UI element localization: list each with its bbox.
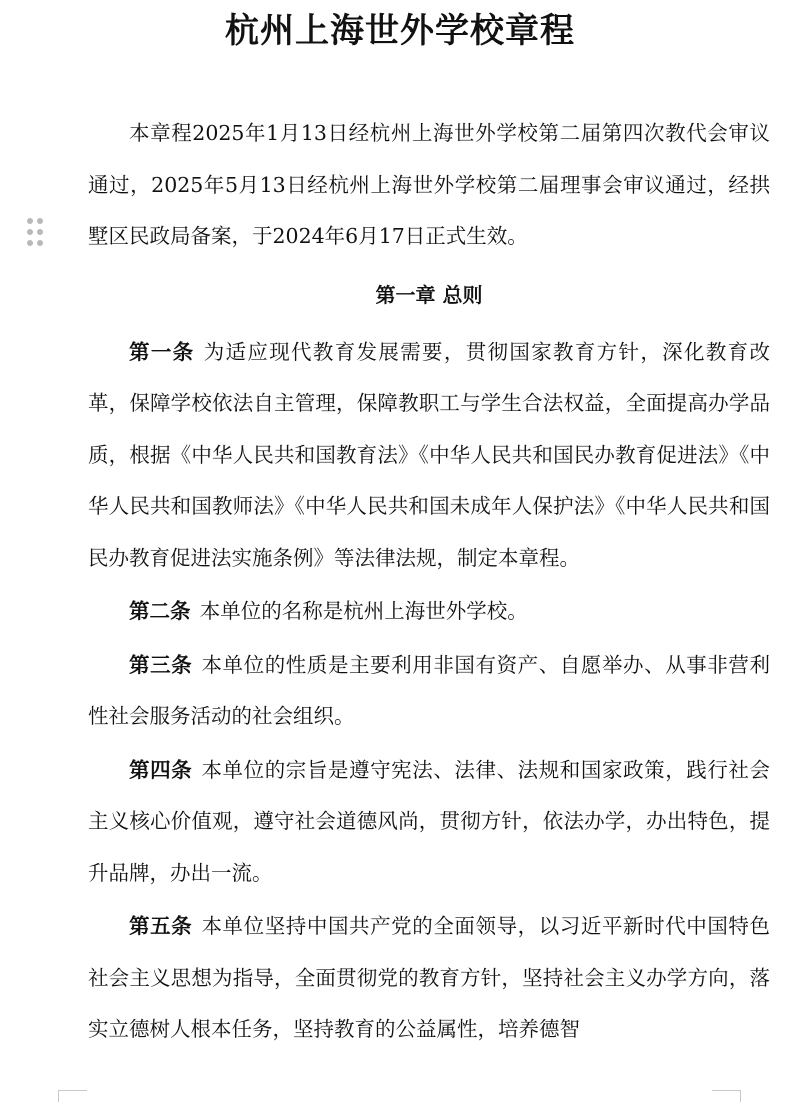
article-text: 本单位的宗旨是遵守宪法、法律、法规和国家政策，践行社会主义核心价值观，遵守社会道德风尚，贯彻方针，依法办学，办出特色，提升品牌，办出一流。	[88, 757, 771, 885]
article-paragraph	[88, 327, 770, 585]
chapter-heading: 第一章 总则	[375, 282, 483, 307]
drag-dot	[37, 240, 43, 246]
article-text: 为适应现代教育发展需要，贯彻国家教育方针，深化教育改革，保障学校依法自主管理，保障教职工与学生合法权益，全面提高办学品质，根据《中华人民共和国教育法》《中华人民共和国民办教育促进法》《中华人民共和国教师法》《中华人民共和国未成年人保护法》《中华人民共和国民办教育促进法实施条例》等法律法规，制定本章程。	[88, 339, 771, 570]
article-paragraph	[88, 586, 770, 638]
article-text: 本单位坚持中国共产党的全面领导，以习近平新时代中国特色社会主义思想为指导，全面贯彻党的教育方针，坚持社会主义办学方向，落实立德树人根本任务，坚持教育的公益属性，培养德智	[88, 914, 771, 1041]
article-label: 第四条	[129, 757, 193, 782]
drag-dot	[37, 218, 43, 224]
document-title: 杭州上海世外学校章程	[225, 11, 575, 51]
article-label: 第二条	[129, 599, 191, 623]
drag-handle-icon[interactable]	[26, 218, 46, 248]
article-paragraph	[88, 901, 770, 1056]
page-corner-mark	[712, 1090, 741, 1102]
article-text: 本单位的名称是杭州上海世外学校。	[199, 599, 528, 623]
article-label: 第一条	[129, 339, 195, 364]
document-body	[88, 108, 770, 1056]
article-label: 第三条	[129, 652, 193, 677]
drag-dot	[27, 240, 33, 246]
article-text: 本单位的性质是主要利用非国有资产、自愿举办、从事非营利性社会服务活动的社会组织。	[88, 652, 771, 728]
preamble-paragraph: 本章程2025年1月13日经杭州上海世外学校第二届第四次教代会审议通过，2025年5月13日经杭州上海世外学校第二届理事会审议通过，经拱墅区民政局备案，于2024年6月17日正式生效。	[88, 121, 770, 248]
drag-dot	[37, 229, 43, 235]
article-paragraph	[88, 640, 770, 743]
drag-dot	[27, 218, 33, 224]
drag-dot	[27, 229, 33, 235]
page-corner-mark	[58, 1090, 87, 1102]
article-label: 第五条	[129, 914, 193, 938]
article-paragraph	[88, 745, 770, 900]
